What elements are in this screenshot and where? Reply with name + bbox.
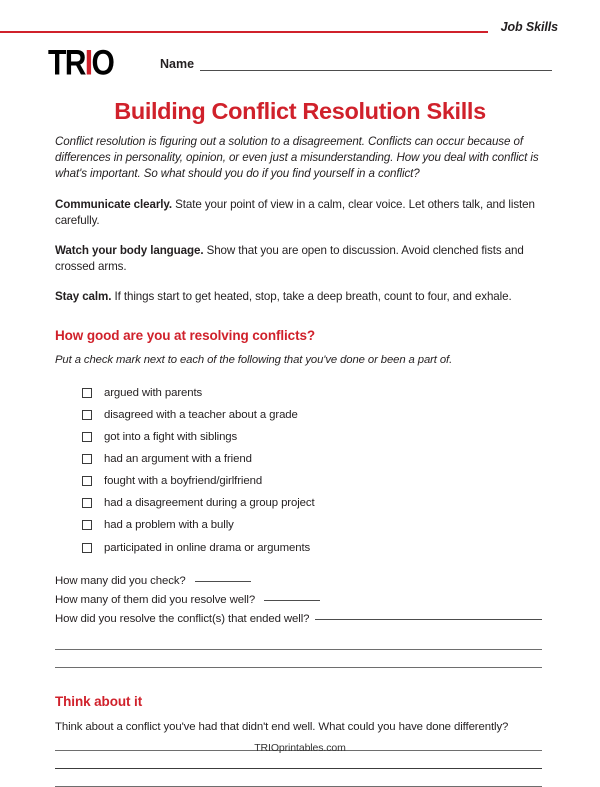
logo-and-name-row: [48, 43, 552, 83]
logo-text-after: O: [91, 43, 114, 83]
tip-paragraph-2: [55, 243, 542, 275]
question-row-3: [55, 613, 542, 632]
checklist-label: fought with a boyfriend/girlfriend: [104, 475, 263, 488]
trio-logo: [48, 43, 114, 83]
worksheet-body: [55, 134, 542, 787]
tip-lead-1: Communicate clearly.: [55, 197, 172, 211]
logo-text-before: TR: [48, 43, 85, 83]
checklist-label: got into a fight with siblings: [104, 431, 238, 444]
checkbox-icon[interactable]: [82, 454, 92, 464]
answer-line[interactable]: [55, 667, 542, 668]
think-prompt: Think about a conflict you've had that didn't end well. What could you have done differently?: [55, 720, 509, 733]
answer-blank[interactable]: [195, 581, 251, 582]
question-text: How did you resolve the conflict(s) that ended well?: [55, 612, 310, 625]
tip-lead-3: Stay calm.: [55, 290, 112, 304]
checklist-label: had a problem with a bully: [104, 519, 234, 532]
checkbox-icon[interactable]: [82, 410, 92, 420]
answer-blank[interactable]: [315, 619, 542, 620]
list-item[interactable]: [82, 428, 542, 447]
checklist-label: argued with parents: [104, 386, 203, 399]
tip-paragraph-3: [55, 289, 542, 305]
answer-line[interactable]: [55, 649, 542, 650]
checkbox-icon[interactable]: [82, 388, 92, 398]
list-item[interactable]: [82, 384, 542, 403]
think-heading: Think about it: [55, 693, 143, 709]
intro-paragraph: Conflict resolution is figuring out a solution to a disagreement. Conflicts can occur because of differences in personality, opinion, or even just a misunderstanding. How you deal with conflict is what's important. So what should you do if you find yourself in a conflict?: [55, 135, 539, 181]
question-block: [55, 575, 542, 632]
checklist-label: participated in online drama or arguments: [104, 541, 311, 554]
checklist-label: disagreed with a teacher about a grade: [104, 408, 298, 421]
category-tag: Job Skills: [500, 20, 558, 34]
checkbox-icon[interactable]: [82, 543, 92, 553]
question-text: How many of them did you resolve well?: [55, 593, 256, 606]
name-input-line[interactable]: [200, 70, 552, 71]
tip-body-3: If things start to get heated, stop, take a deep breath, count to four, and exhale.: [111, 290, 512, 304]
checkbox-icon[interactable]: [82, 476, 92, 486]
list-item[interactable]: [82, 494, 542, 513]
tip-body-2: Show that you are open to discussion. Avoid clenched fists and crossed arms.: [55, 244, 524, 274]
answer-blank[interactable]: [264, 600, 320, 601]
assessment-heading: How good are you at resolving conflicts?: [55, 327, 316, 343]
tip-lead-2: Watch your body language.: [55, 244, 204, 258]
list-item[interactable]: [82, 406, 542, 425]
assessment-instruction: Put a check mark next to each of the following that you've done or been a part of.: [55, 353, 453, 366]
page-title: Building Conflict Resolution Skills: [114, 98, 486, 124]
tip-paragraph-1: [55, 197, 542, 229]
question-row-2: [55, 594, 542, 613]
checklist: [55, 384, 542, 557]
checkbox-icon[interactable]: [82, 432, 92, 442]
list-item[interactable]: [82, 538, 542, 557]
checklist-label: had a disagreement during a group project: [104, 497, 315, 510]
list-item[interactable]: [82, 516, 542, 535]
footer-url: TRIOprintables.com: [254, 742, 346, 754]
logo-accent-letter: I: [84, 43, 92, 83]
name-label: Name: [160, 57, 195, 71]
question-text: How many did you check?: [55, 574, 186, 587]
list-item[interactable]: [82, 450, 542, 469]
checkbox-icon[interactable]: [82, 520, 92, 530]
header-accent-rule: [0, 31, 488, 33]
checklist-label: had an argument with a friend: [104, 453, 252, 466]
checkbox-icon[interactable]: [82, 498, 92, 508]
header-band: [0, 20, 600, 44]
answer-line[interactable]: [55, 768, 542, 769]
list-item[interactable]: [82, 472, 542, 491]
question-row-1: [55, 575, 542, 594]
tip-body-1: State your point of view in a calm, clear voice. Let others talk, and listen carefully.: [55, 197, 535, 227]
